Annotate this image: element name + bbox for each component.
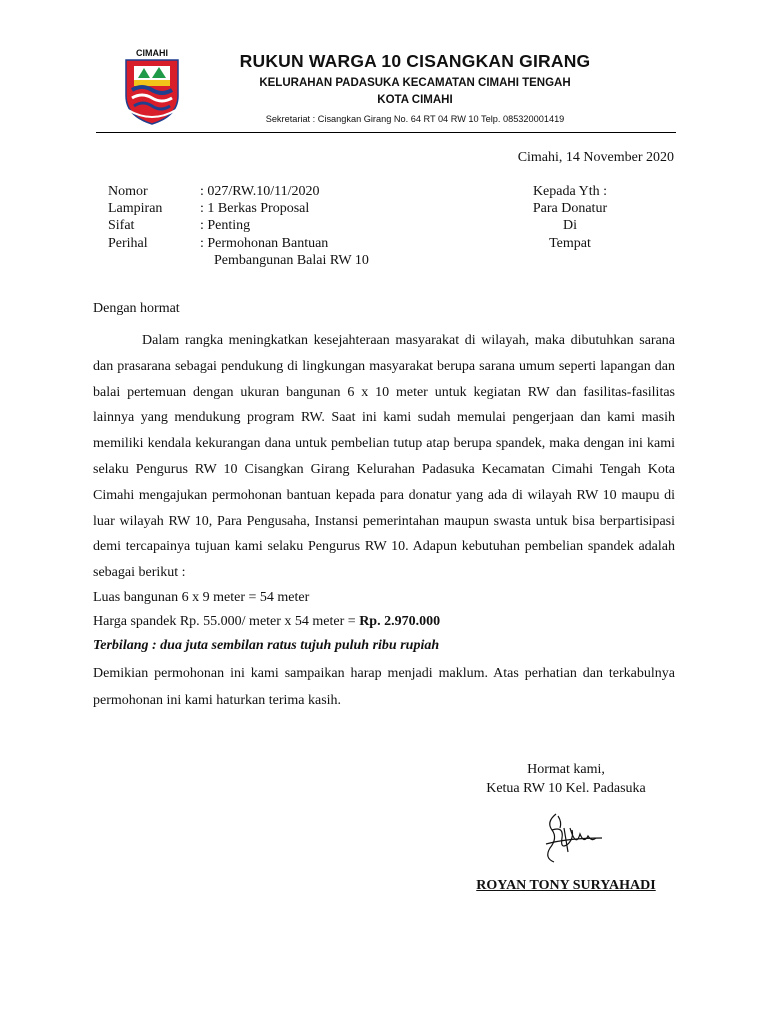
handwritten-signature-icon <box>538 808 608 868</box>
letter-body <box>93 300 675 714</box>
org-name: RUKUN WARGA 10 CISANGKAN GIRANG <box>239 51 591 71</box>
terbilang-line: Terbilang : dua juta sembilan ratus tujuh puluh ribu rupiah <box>93 637 440 653</box>
harga-prefix: Harga spandek Rp. 55.000/ meter x 54 meter = <box>93 613 360 629</box>
salutation: Dengan hormat <box>93 301 180 316</box>
meta-row-sifat <box>108 217 430 234</box>
meta-label: Sifat <box>108 218 135 234</box>
address-line: Sekretariat : Cisangkan Girang No. 64 RT 04 RW 10 Telp. 085320001419 <box>265 114 565 124</box>
meta-label: Lampiran <box>108 201 163 217</box>
meta-label: Nomor <box>108 184 148 199</box>
sign-greeting: Hormat kami, <box>527 762 605 777</box>
sign-title: Ketua RW 10 Kel. Padasuka <box>486 781 646 796</box>
meta-value: : 1 Berkas Proposal <box>200 201 310 217</box>
harga-total: Rp. 2.970.000 <box>359 613 441 629</box>
harga-line <box>93 610 675 634</box>
recipient-line: Di <box>563 218 577 234</box>
meta-label: Perihal <box>108 235 148 251</box>
meta-row-lampiran <box>108 200 430 217</box>
meta-value: : Permohonan Bantuan <box>200 235 329 251</box>
logo-text: CIMAHI <box>136 48 168 58</box>
recipient-line: Kepada Yth : <box>532 184 608 199</box>
signer-name: ROYAN TONY SURYAHADI <box>476 878 656 893</box>
kota-line: KOTA CIMAHI <box>377 94 453 106</box>
meta-row-nomor <box>108 183 430 200</box>
meta-value: : 027/RW.10/11/2020 <box>200 184 320 199</box>
meta-row-perihal <box>108 235 430 252</box>
letterhead-divider <box>96 132 676 133</box>
meta-perihal-continued: Pembangunan Balai RW 10 <box>214 252 369 268</box>
recipient-block <box>500 183 640 252</box>
letter-date: Cimahi, 14 November 2020 <box>517 150 674 165</box>
cimahi-logo-icon <box>112 46 192 126</box>
kelurahan-line: KELURAHAN PADASUKA KECAMATAN CIMAHI TENGAH <box>259 77 571 89</box>
recipient-line: Tempat <box>549 235 591 251</box>
letter-meta <box>108 183 430 269</box>
meta-value: : Penting <box>200 218 251 234</box>
recipient-line: Para Donatur <box>532 201 608 217</box>
letterhead <box>200 50 630 126</box>
closing-paragraph: Demikian permohonan ini kami sampaikan harap menjadi maklum. Atas perhatian dan terkabulnya permohonan ini kami haturkan terima kasih. <box>93 665 675 708</box>
body-paragraph: Dalam rangka meningkatkan kesejahteraan masyarakat di wilayah, maka dibutuhkan sarana dan prasarana sebagai pendukung di lingkungan masyarakat berupa sarana umum seperti lapangan dan balai pertemuan dengan ukuran bangunan 6 x 10 meter untuk kegiatan RW dan fasilitas-fasilitas lainnya yang mendukung program RW. Saat ini kami sudah memulai pengerjaan dan kami masih memiliki kendala kekurangan dana untuk pembelian tutup atap berupa spandek, maka dengan ini kami selaku Pengurus RW 10 Cisangkan Girang Kelurahan Padasuka Kecamatan Cimahi Tengah Kota Cimahi mengajukan permohonan bantuan kepada para donatur yang ada di wilayah RW 10 maupu di luar wilayah RW 10, Para Pengusaha, Instansi pemerintahan maupun swasta untuk bisa berpartisipasi demi tercapainya tujuan kami selaku Pengurus RW 10. Adapun kebutuhan pembelian spandek adalah sebagai berikut : <box>93 333 675 581</box>
luas-line: Luas bangunan 6 x 9 meter = 54 meter <box>93 589 310 605</box>
signature-block <box>456 760 676 798</box>
